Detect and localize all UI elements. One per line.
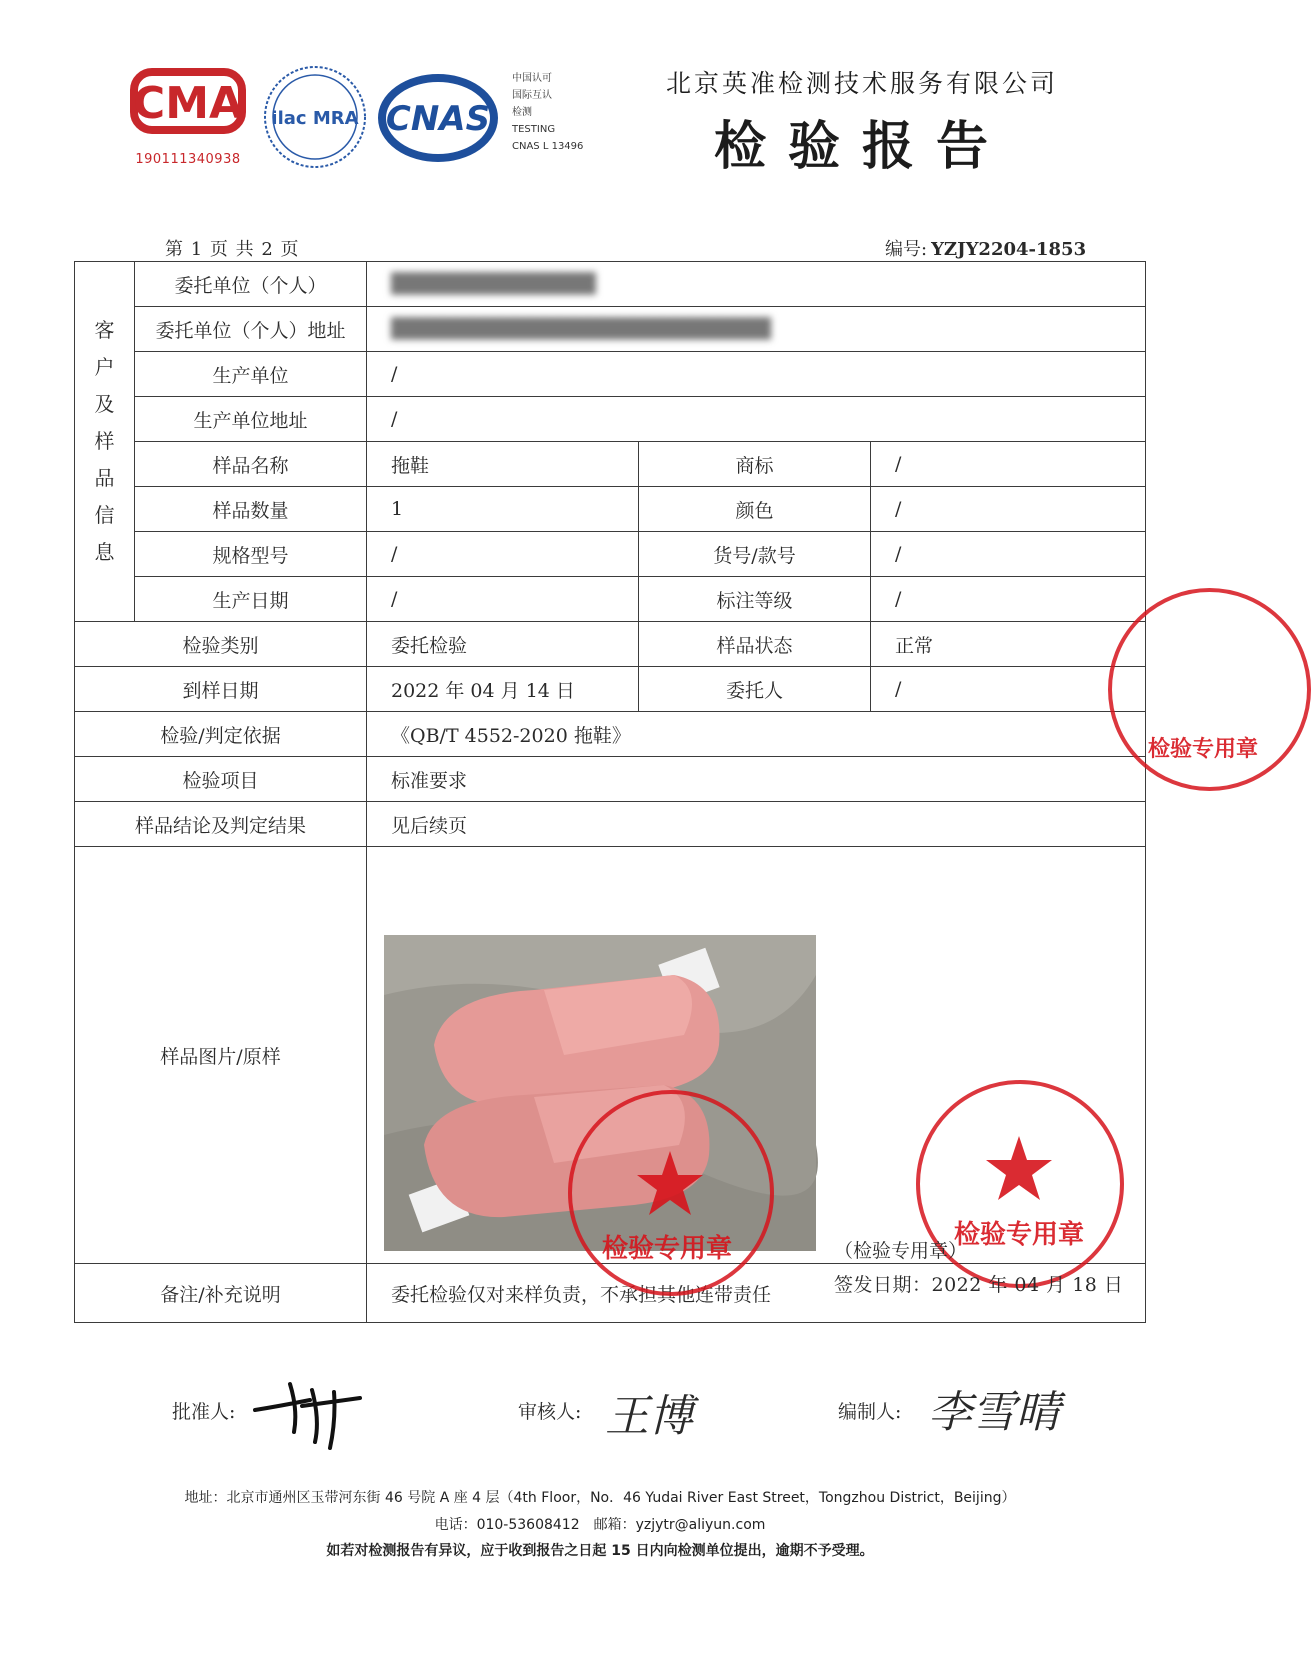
- conclusion-label: 样品结论及判定结果: [75, 802, 367, 847]
- compiler-signature: 李雪晴: [928, 1387, 1060, 1438]
- inspection-type-label: 检验类别: [75, 622, 367, 667]
- stamp-note: （检验专用章）: [834, 1240, 968, 1262]
- svg-text:ilac MRA: ilac MRA: [271, 108, 359, 129]
- items-label: 检验项目: [75, 757, 367, 802]
- table-row-manufacturer: [75, 352, 1146, 397]
- manufacturer-address-label: 生产单位地址: [135, 397, 367, 442]
- photo-label: 样品图片/原样: [75, 847, 367, 1264]
- manufacturer-address-value: /: [367, 397, 1146, 442]
- page-indicator: 第 1 页 共 2 页: [165, 239, 300, 260]
- remarks-value: 委托检验仅对来样负责，不承担其他连带责任: [367, 1264, 1146, 1323]
- footer-contact: 电话：010-53608412 邮箱：yzjytr@aliyun.com: [434, 1517, 766, 1533]
- item-number-value: /: [871, 532, 1146, 577]
- sample-name-label: 样品名称: [135, 442, 367, 487]
- production-date-label: 生产日期: [135, 577, 367, 622]
- client-label: 委托单位（个人）: [135, 262, 367, 307]
- cnas-logo: [378, 70, 498, 166]
- table-row-client: [75, 262, 1146, 307]
- inspection-type-value: 委托检验: [367, 622, 639, 667]
- production-date-value: /: [367, 577, 639, 622]
- table-row-basis: [75, 712, 1146, 757]
- cnas-accreditation-text: 中国认可 国际互认 检测 TESTING CNAS L 13496: [512, 73, 584, 152]
- item-number-label: 货号/款号: [639, 532, 871, 577]
- table-row-production-date: [75, 577, 1146, 622]
- compiler-label: 编制人:: [838, 1401, 902, 1423]
- table-row-manufacturer-address: [75, 397, 1146, 442]
- entrusting-person-value: /: [871, 667, 1146, 712]
- sample-status-value: 正常: [871, 622, 1146, 667]
- client-address-label: 委托单位（个人）地址: [135, 307, 367, 352]
- client-section-label: 客户及样品信息: [75, 262, 135, 622]
- arrival-date-label: 到样日期: [75, 667, 367, 712]
- footer-address: 地址：北京市通州区玉带河东街 46 号院 A 座 4 层（4th Floor，No．46 Yudai River East Street，Tongzhou District，Beijing）: [184, 1490, 1016, 1506]
- ilac-mra-logo: [260, 62, 370, 172]
- table-row-sample-name: [75, 442, 1146, 487]
- trademark-label: 商标: [639, 442, 871, 487]
- entrusting-person-label: 委托人: [639, 667, 871, 712]
- remarks-label: 备注/补充说明: [75, 1264, 367, 1323]
- color-label: 颜色: [639, 487, 871, 532]
- model-value: /: [367, 532, 639, 577]
- inspection-stamp-right: 检验专用章: [1108, 588, 1311, 791]
- color-value: /: [871, 487, 1146, 532]
- manufacturer-value: /: [367, 352, 1146, 397]
- reviewer-signature: 王博: [605, 1391, 693, 1442]
- report-title: 检验报告: [713, 117, 1010, 177]
- inspection-stamp-photo: 检验专用章: [568, 1090, 774, 1296]
- table-row-sample-quantity: [75, 487, 1146, 532]
- basis-value: 《QB/T 4552-2020 拖鞋》: [367, 712, 1146, 757]
- sample-quantity-label: 样品数量: [135, 487, 367, 532]
- trademark-value: /: [871, 442, 1146, 487]
- stamp-star-icon: [635, 1149, 705, 1219]
- stamp-star-icon: [984, 1134, 1054, 1204]
- sample-name-value: 拖鞋: [367, 442, 639, 487]
- cma-certificate-number: 190111340938: [135, 152, 241, 167]
- table-row-inspection-type: [75, 622, 1146, 667]
- grade-value: /: [871, 577, 1146, 622]
- approver-signature: [250, 1370, 370, 1450]
- grade-label: 标注等级: [639, 577, 871, 622]
- client-value: ██████████████: [367, 262, 1146, 307]
- table-row-conclusion: [75, 802, 1146, 847]
- table-row-client-address: [75, 307, 1146, 352]
- basis-label: 检验/判定依据: [75, 712, 367, 757]
- manufacturer-label: 生产单位: [135, 352, 367, 397]
- reviewer-label: 审核人:: [518, 1401, 582, 1423]
- footer-notice: 如若对检测报告有异议，应于收到报告之日起 15 日内向检测单位提出，逾期不予受理。: [326, 1543, 874, 1559]
- issue-date: 签发日期：2022 年 04 月 18 日: [834, 1274, 1124, 1296]
- table-row-arrival-date: [75, 667, 1146, 712]
- arrival-date-value: 2022 年 04 月 14 日: [367, 667, 639, 712]
- company-name: 北京英准检测技术服务有限公司: [665, 69, 1058, 98]
- report-number: [885, 235, 1086, 261]
- client-address-value: ██████████████████████████: [367, 307, 1146, 352]
- sample-quantity-value: 1: [367, 487, 639, 532]
- table-row-items: [75, 757, 1146, 802]
- sample-status-label: 样品状态: [639, 622, 871, 667]
- svg-text:CNAS: CNAS: [385, 99, 491, 139]
- inspection-stamp-issue: 检验专用章: [916, 1080, 1124, 1288]
- report-number-value: YZJY2204-1853: [931, 239, 1087, 260]
- items-value: 标准要求: [367, 757, 1146, 802]
- model-label: 规格型号: [135, 532, 367, 577]
- table-row-model: [75, 532, 1146, 577]
- cma-logo: [128, 66, 248, 166]
- svg-text:CMA: CMA: [132, 78, 244, 129]
- approver-label: 批准人:: [172, 1401, 236, 1423]
- conclusion-value: 见后续页: [367, 802, 1146, 847]
- report-number-label: 编号:: [885, 239, 928, 260]
